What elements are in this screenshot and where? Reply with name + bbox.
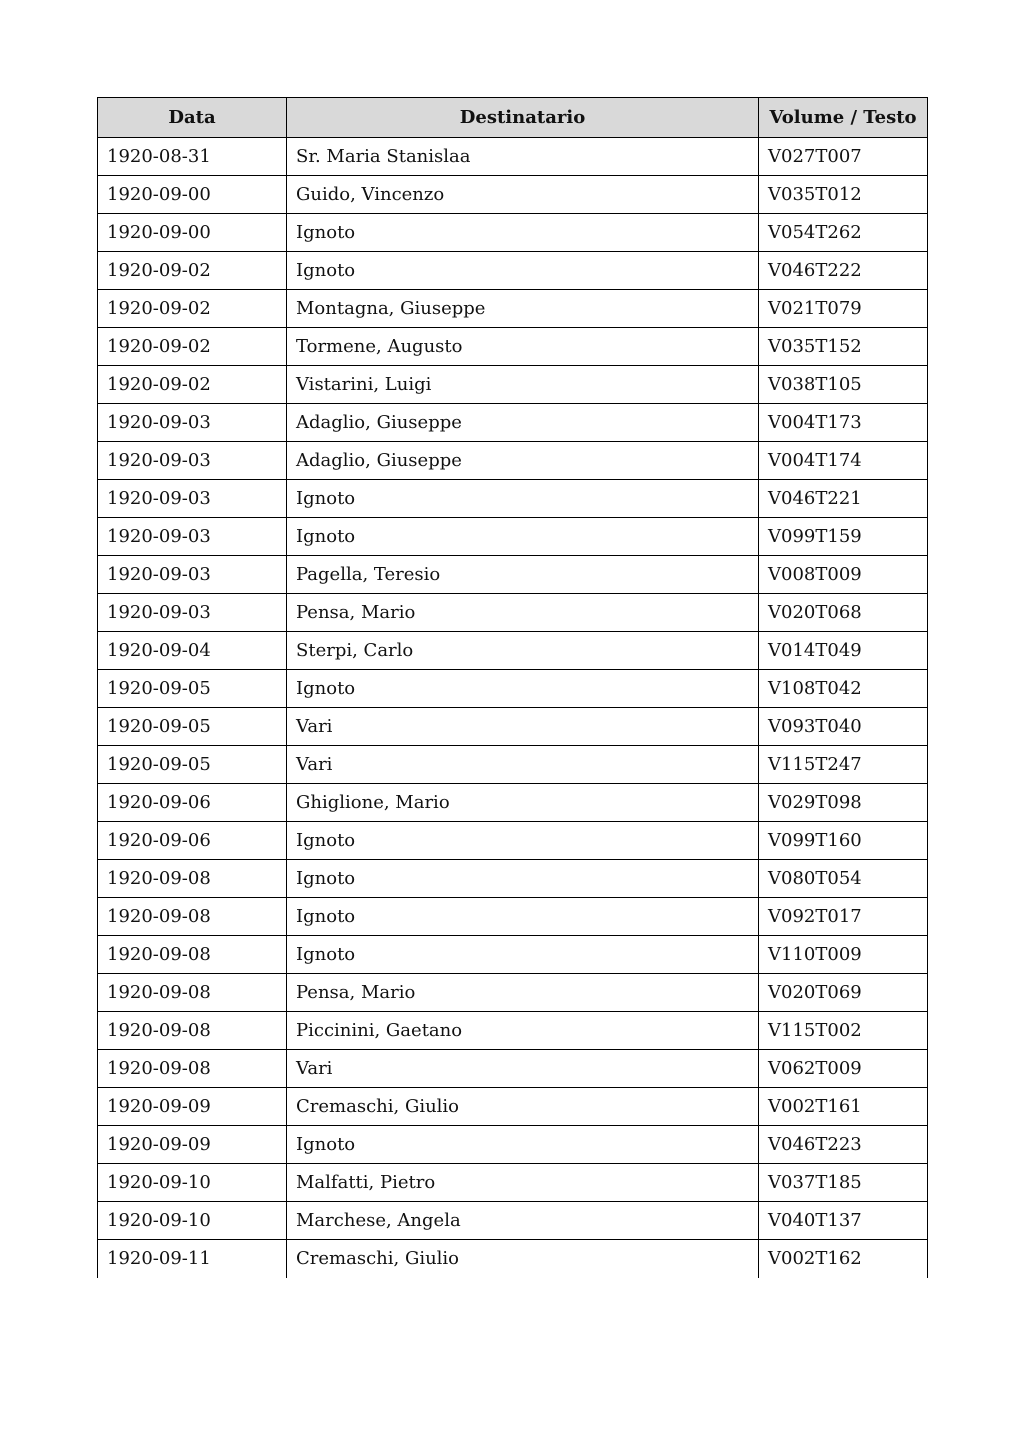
table-row — [98, 404, 928, 442]
cell-recipient: Ghiglione, Mario — [287, 784, 759, 822]
cell-date: 1920-09-06 — [98, 822, 287, 860]
cell-date: 1920-09-05 — [98, 708, 287, 746]
table-row — [98, 138, 928, 176]
cell-volume: V092T017 — [759, 898, 928, 936]
cell-recipient: Ignoto — [287, 936, 759, 974]
cell-recipient: Malfatti, Pietro — [287, 1164, 759, 1202]
cell-date: 1920-09-03 — [98, 556, 287, 594]
cell-recipient: Cremaschi, Giulio — [287, 1088, 759, 1126]
cell-recipient: Ignoto — [287, 518, 759, 556]
cell-volume: V108T042 — [759, 670, 928, 708]
cell-recipient: Ignoto — [287, 670, 759, 708]
cell-volume: V099T159 — [759, 518, 928, 556]
cell-date: 1920-09-00 — [98, 176, 287, 214]
cell-recipient: Vari — [287, 746, 759, 784]
cell-date: 1920-09-08 — [98, 936, 287, 974]
cell-date: 1920-08-31 — [98, 138, 287, 176]
cell-recipient: Pagella, Teresio — [287, 556, 759, 594]
table-row — [98, 1088, 928, 1126]
cell-date: 1920-09-02 — [98, 252, 287, 290]
cell-volume: V004T173 — [759, 404, 928, 442]
header-row — [98, 98, 928, 138]
table-row — [98, 1126, 928, 1164]
table-row — [98, 366, 928, 404]
cell-recipient: Tormene, Augusto — [287, 328, 759, 366]
cell-volume: V110T009 — [759, 936, 928, 974]
cell-volume: V037T185 — [759, 1164, 928, 1202]
cell-recipient: Ignoto — [287, 822, 759, 860]
table-row — [98, 1202, 928, 1240]
cell-date: 1920-09-10 — [98, 1202, 287, 1240]
cell-volume: V014T049 — [759, 632, 928, 670]
table-row — [98, 518, 928, 556]
cell-date: 1920-09-08 — [98, 1012, 287, 1050]
cell-date: 1920-09-03 — [98, 480, 287, 518]
cell-date: 1920-09-09 — [98, 1088, 287, 1126]
table-row — [98, 860, 928, 898]
cell-volume: V029T098 — [759, 784, 928, 822]
table-row — [98, 1050, 928, 1088]
cell-recipient: Vistarini, Luigi — [287, 366, 759, 404]
cell-recipient: Vari — [287, 1050, 759, 1088]
table-row — [98, 822, 928, 860]
cell-recipient: Pensa, Mario — [287, 974, 759, 1012]
cell-recipient: Montagna, Giuseppe — [287, 290, 759, 328]
cell-recipient: Pensa, Mario — [287, 594, 759, 632]
cell-volume: V021T079 — [759, 290, 928, 328]
table-row — [98, 974, 928, 1012]
table-row — [98, 1164, 928, 1202]
table-row — [98, 176, 928, 214]
cell-date: 1920-09-03 — [98, 442, 287, 480]
cell-recipient: Marchese, Angela — [287, 1202, 759, 1240]
table-row — [98, 936, 928, 974]
cell-date: 1920-09-08 — [98, 898, 287, 936]
table-row — [98, 784, 928, 822]
cell-recipient: Guido, Vincenzo — [287, 176, 759, 214]
table-row — [98, 328, 928, 366]
cell-date: 1920-09-04 — [98, 632, 287, 670]
cell-date: 1920-09-08 — [98, 860, 287, 898]
cell-recipient: Ignoto — [287, 1126, 759, 1164]
cell-volume: V008T009 — [759, 556, 928, 594]
letters-table — [97, 97, 928, 1278]
cell-recipient: Vari — [287, 708, 759, 746]
cell-volume: V046T222 — [759, 252, 928, 290]
cell-volume: V020T069 — [759, 974, 928, 1012]
cell-recipient: Adaglio, Giuseppe — [287, 404, 759, 442]
cell-date: 1920-09-03 — [98, 518, 287, 556]
cell-date: 1920-09-10 — [98, 1164, 287, 1202]
cell-recipient: Ignoto — [287, 214, 759, 252]
cell-volume: V115T002 — [759, 1012, 928, 1050]
cell-recipient: Ignoto — [287, 898, 759, 936]
cell-volume: V002T161 — [759, 1088, 928, 1126]
header-date: Data — [98, 98, 287, 138]
cell-volume: V080T054 — [759, 860, 928, 898]
cell-recipient: Adaglio, Giuseppe — [287, 442, 759, 480]
table-row — [98, 632, 928, 670]
table-header — [98, 98, 928, 138]
cell-volume: V093T040 — [759, 708, 928, 746]
cell-date: 1920-09-11 — [98, 1240, 287, 1278]
cell-date: 1920-09-08 — [98, 974, 287, 1012]
cell-date: 1920-09-06 — [98, 784, 287, 822]
table-row — [98, 898, 928, 936]
cell-volume: V002T162 — [759, 1240, 928, 1278]
table-row — [98, 290, 928, 328]
cell-date: 1920-09-00 — [98, 214, 287, 252]
table-row — [98, 556, 928, 594]
cell-volume: V062T009 — [759, 1050, 928, 1088]
cell-recipient: Sr. Maria Stanislaa — [287, 138, 759, 176]
cell-date: 1920-09-03 — [98, 594, 287, 632]
cell-volume: V115T247 — [759, 746, 928, 784]
cell-date: 1920-09-05 — [98, 670, 287, 708]
cell-recipient: Ignoto — [287, 860, 759, 898]
cell-recipient: Ignoto — [287, 252, 759, 290]
cell-date: 1920-09-09 — [98, 1126, 287, 1164]
table-row — [98, 442, 928, 480]
table-row — [98, 594, 928, 632]
header-volume: Volume / Testo — [759, 98, 928, 138]
table-row — [98, 1012, 928, 1050]
cell-volume: V046T223 — [759, 1126, 928, 1164]
cell-volume: V054T262 — [759, 214, 928, 252]
cell-date: 1920-09-02 — [98, 366, 287, 404]
cell-recipient: Ignoto — [287, 480, 759, 518]
cell-volume: V038T105 — [759, 366, 928, 404]
cell-volume: V035T152 — [759, 328, 928, 366]
cell-date: 1920-09-08 — [98, 1050, 287, 1088]
table-body — [98, 138, 928, 1278]
cell-volume: V040T137 — [759, 1202, 928, 1240]
cell-recipient: Cremaschi, Giulio — [287, 1240, 759, 1278]
table-row — [98, 214, 928, 252]
cell-volume: V027T007 — [759, 138, 928, 176]
cell-volume: V004T174 — [759, 442, 928, 480]
table-row — [98, 708, 928, 746]
cell-volume: V035T012 — [759, 176, 928, 214]
cell-volume: V020T068 — [759, 594, 928, 632]
cell-volume: V099T160 — [759, 822, 928, 860]
table-row — [98, 670, 928, 708]
cell-date: 1920-09-02 — [98, 328, 287, 366]
cell-recipient: Sterpi, Carlo — [287, 632, 759, 670]
cell-volume: V046T221 — [759, 480, 928, 518]
header-recipient: Destinatario — [287, 98, 759, 138]
table-row — [98, 746, 928, 784]
table-row — [98, 1240, 928, 1278]
table-row — [98, 252, 928, 290]
cell-recipient: Piccinini, Gaetano — [287, 1012, 759, 1050]
cell-date: 1920-09-03 — [98, 404, 287, 442]
cell-date: 1920-09-05 — [98, 746, 287, 784]
cell-date: 1920-09-02 — [98, 290, 287, 328]
table-row — [98, 480, 928, 518]
